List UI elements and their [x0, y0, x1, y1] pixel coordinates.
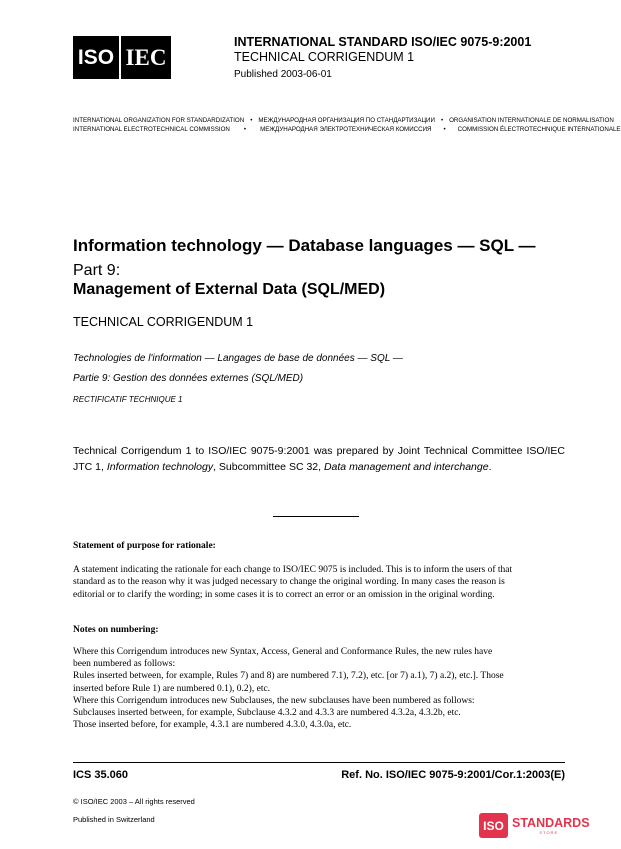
corrigendum-label: TECHNICAL CORRIGENDUM 1 — [234, 50, 415, 64]
reference-number: Ref. No. ISO/IEC 9075-9:2001/Cor.1:2003(E) — [341, 769, 565, 781]
store-sublabel: STORE — [539, 829, 559, 835]
iec-logo: IEC — [121, 36, 171, 79]
bullet-separator: • — [243, 126, 247, 133]
published-date: Published 2003-06-01 — [234, 69, 332, 80]
french-corrigendum: RECTIFICATIF TECHNIQUE 1 — [73, 395, 183, 404]
purpose-heading: Statement of purpose for rationale: — [73, 541, 216, 551]
ics-code: ICS 35.060 — [73, 769, 129, 781]
numbering-line: been numbered as follows: — [73, 659, 176, 670]
organizations-row-2 — [73, 126, 621, 133]
divider-rule — [273, 516, 359, 517]
store-label: STANDARDS — [512, 815, 590, 830]
iso-standards-store-badge[interactable] — [479, 813, 590, 838]
prep-text-2: , Subcommittee SC 32, — [213, 461, 324, 473]
document-title: Information technology — Database languages — SQL — — [73, 236, 536, 255]
org-iso-en: INTERNATIONAL ORGANIZATION FOR STANDARDIZATION — [73, 117, 245, 124]
org-iec-ru: МЕЖДУНАРОДНАЯ ЭЛЕКТРОТЕХНИЧЕСКАЯ КОМИССИЯ — [260, 126, 432, 133]
standard-title: INTERNATIONAL STANDARD ISO/IEC 9075-9:2001 — [234, 35, 532, 49]
numbering-line: Those inserted before, for example, 4.3.1 are numbered 4.3.0, 4.3.0a, etc. — [73, 720, 352, 731]
bullet-separator: • — [440, 117, 444, 124]
corrigendum-heading: TECHNICAL CORRIGENDUM 1 — [73, 315, 254, 329]
organizations-row-1 — [73, 117, 614, 124]
org-iec-fr: COMMISSION ÉLECTROTECHNIQUE INTERNATIONALE — [457, 126, 621, 133]
iso-iec-logo — [73, 36, 171, 79]
org-iec-en: INTERNATIONAL ELECTROTECHNICAL COMMISSION — [73, 126, 230, 133]
numbering-line: Subclauses inserted between, for example, Subclause 4.3.2 and 4.3.3 are numbered 4.3.2a, 4.3.2b, etc. — [73, 708, 461, 719]
prep-text-3: . — [488, 461, 492, 473]
prep-italic-2: Data management and interchange — [323, 461, 489, 473]
preparation-paragraph — [73, 443, 565, 475]
footer-rule — [73, 762, 565, 763]
bullet-separator: • — [250, 117, 253, 124]
store-iso-logo: ISO — [479, 813, 508, 838]
numbering-line: Where this Corrigendum introduces new Syntax, Access, General and Conformance Rules, the new rules have — [73, 647, 493, 657]
numbering-notes — [73, 646, 533, 731]
store-label-group — [508, 817, 590, 835]
numbering-line: Rules inserted between, for example, Rules 7) and 8) are numbered 7.1), 7.2), etc. [or 7) a.1), 7) a.2), etc.]. Those — [73, 671, 504, 682]
purpose-text: A statement indicating the rationale for each change to ISO/IEC 9075 is included. This is to inform the users of that standard as to the reason why it was judged necessary to change the original wording. In many cases the reason is editorial or to clarify the wording; in some cases it is to correct an error or an omission in the original wording. — [73, 565, 513, 600]
french-title: Technologies de l'information — Langages de base de données — SQL — — [73, 353, 403, 364]
copyright: © ISO/IEC 2003 – All rights reserved — [73, 797, 195, 806]
numbering-heading: Notes on numbering: — [73, 625, 159, 635]
iso-logo: ISO — [73, 36, 119, 79]
part-number: Part 9: — [73, 262, 121, 279]
numbering-line: Where this Corrigendum introduces new Subclauses, the new subclauses have been numbered as follows: — [73, 695, 475, 706]
numbering-line: inserted before Rule 1) are numbered 0.1), 0.2), etc. — [73, 683, 271, 694]
bullet-separator: • — [443, 126, 446, 133]
org-iso-fr: ORGANISATION INTERNATIONALE DE NORMALISATION — [449, 117, 614, 124]
prep-text-1: Technical Corrigendum 1 to ISO/IEC 9075-9:2001 was prepared by Joint Technical Committee ISO/IEC JTC 1, — [73, 445, 565, 473]
part-title: Management of External Data (SQL/MED) — [73, 281, 386, 298]
french-part-title: Partie 9: Gestion des données externes (SQL/MED) — [73, 373, 304, 384]
published-in: Published in Switzerland — [73, 815, 155, 824]
org-iso-ru: МЕЖДУНАРОДНАЯ ОРГАНИЗАЦИЯ ПО СТАНДАРТИЗАЦИИ — [258, 117, 435, 124]
prep-italic-1: Information technology — [106, 461, 214, 473]
